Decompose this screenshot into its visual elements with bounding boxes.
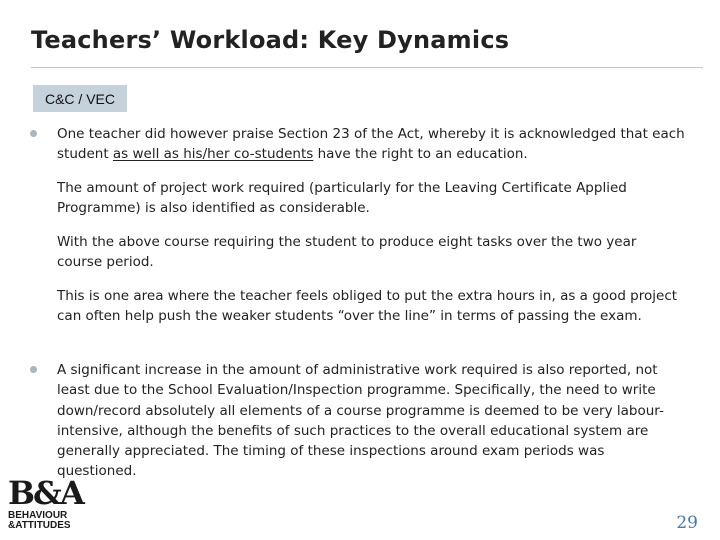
paragraph-2: The amount of project work required (particularly for the Leaving Certificate Applied Programme) is also identified as considerable.	[57, 180, 627, 217]
bullet-dot-icon	[30, 130, 37, 137]
paragraph-3: With the above course requiring the student to produce eight tasks over the two year course period.	[57, 234, 637, 271]
title-divider	[31, 67, 703, 68]
source-tag-label: C&C / VEC	[44, 90, 115, 107]
paragraph-5: A significant increase in the amount of administrative work required is also reported, not least due to the School Evaluation/Inspection programme. Specifically, the need to write down/record absolutely all elements of a course programme is deemed to be very labour-intensive, although the benefits of such practices to the overall educational system are generally appreciated. The timing of these inspections around exam periods was questioned.	[57, 362, 664, 480]
paragraph-1-text-end: have the right to an education.	[313, 146, 528, 163]
page-number: 29	[676, 513, 698, 533]
paragraph-1-text-start: One teacher did however praise Section 23 of the Act, whereby it is acknowledged that each student	[57, 126, 685, 163]
company-logo	[8, 476, 88, 532]
paragraph-1-underlined-text: as well as his/her co-students	[112, 146, 314, 163]
slide-title: Teachers’ Workload: Key Dynamics	[31, 26, 510, 54]
logo-line-2: &ATTITUDES	[8, 520, 71, 531]
paragraph-1	[57, 124, 685, 165]
paragraph-4: This is one area where the teacher feels obliged to put the extra hours in, as a good project can often help push the weaker students “over the line” in terms of passing the exam.	[57, 288, 678, 325]
bullet-dot-icon	[30, 366, 37, 373]
source-tag	[33, 85, 127, 112]
logo-mark: B&A	[8, 474, 83, 512]
logo-line-1: BEHAVIOUR	[8, 510, 68, 521]
